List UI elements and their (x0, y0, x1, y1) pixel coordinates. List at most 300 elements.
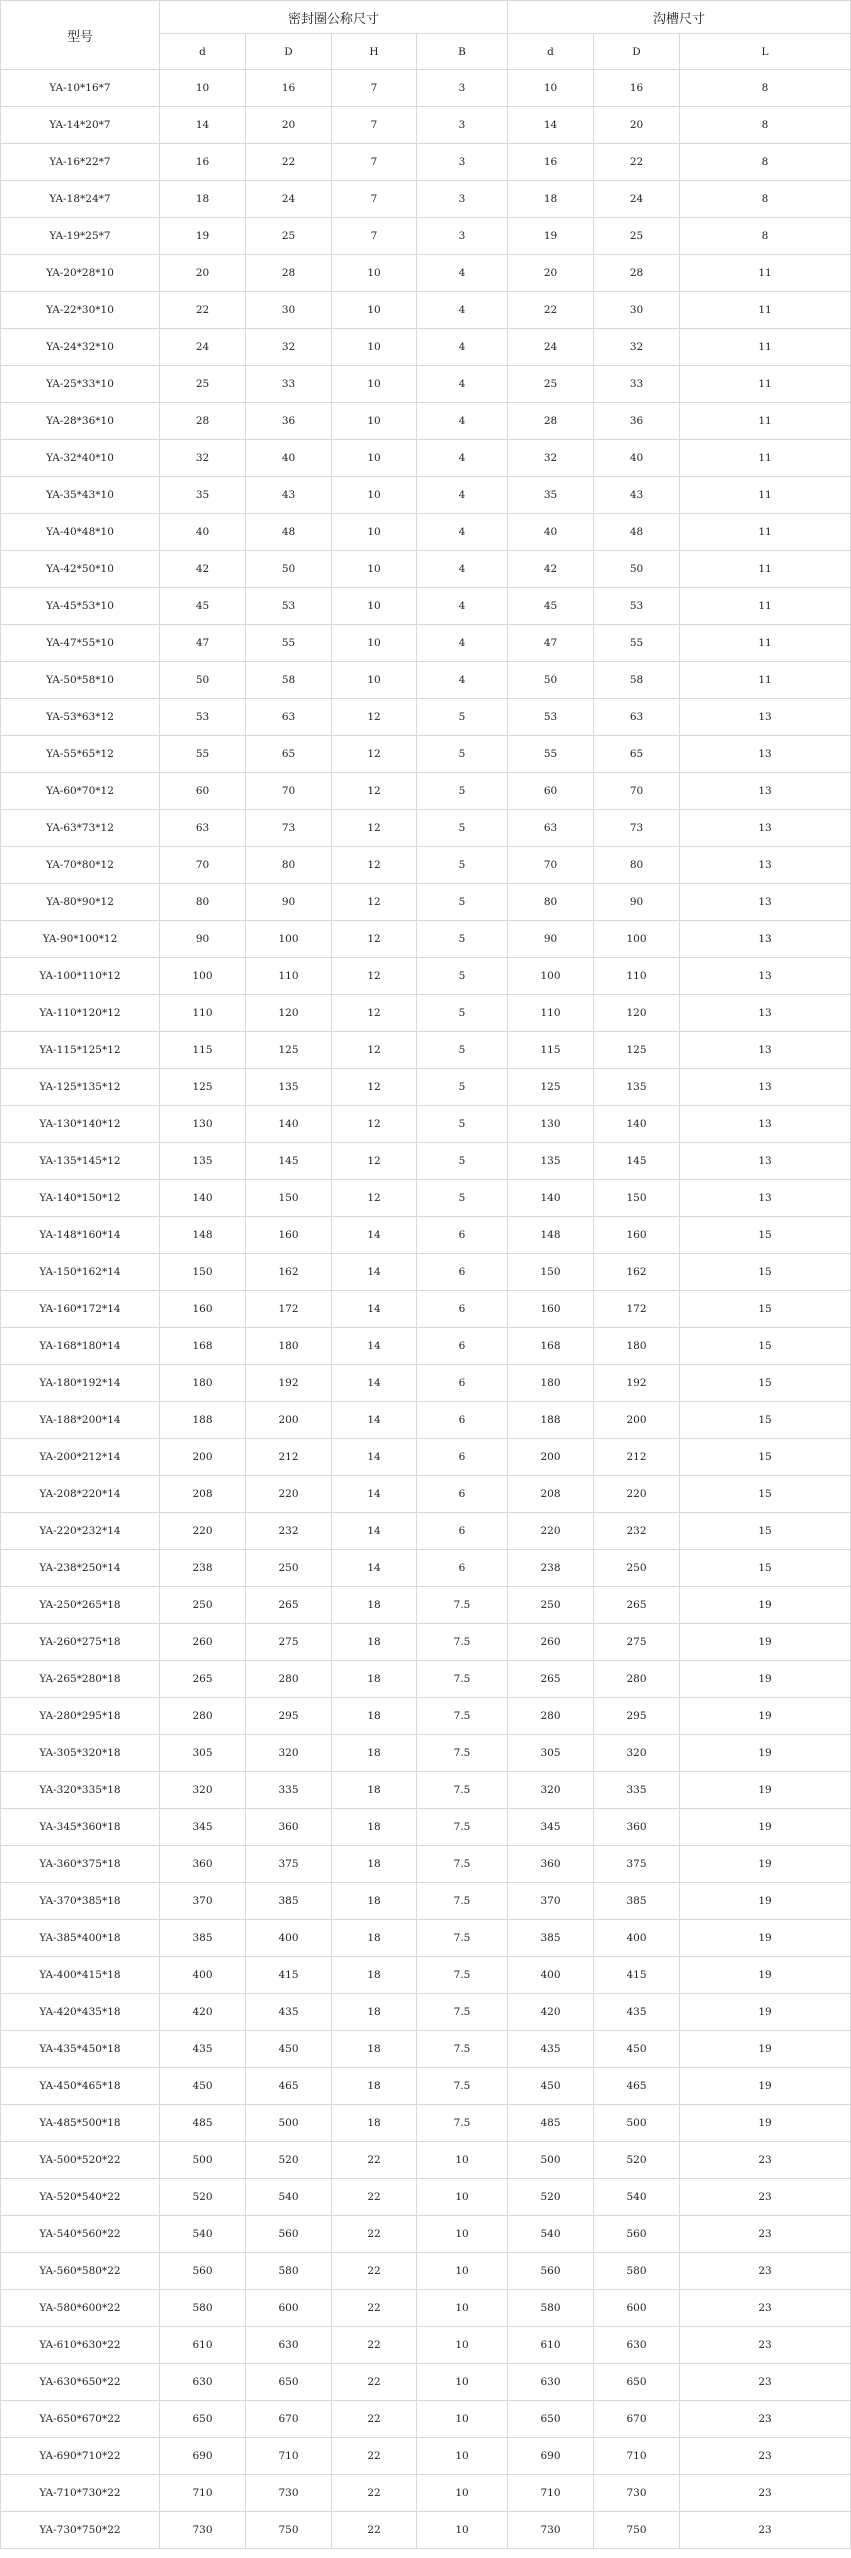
seal-width-cell: 4 (417, 440, 508, 477)
table-row (1, 699, 851, 736)
groove-inner-diameter-cell: 345 (508, 1809, 594, 1846)
seal-inner-diameter-cell: 90 (160, 921, 246, 958)
seal-inner-diameter-cell: 180 (160, 1365, 246, 1402)
seal-inner-diameter-cell: 80 (160, 884, 246, 921)
table-row (1, 1439, 851, 1476)
model-cell: YA-148*160*14 (1, 1217, 160, 1254)
seal-width-cell: 5 (417, 884, 508, 921)
seal-height-cell: 12 (332, 1069, 417, 1106)
seal-height-cell: 18 (332, 1587, 417, 1624)
table-row (1, 1957, 851, 1994)
groove-length-cell: 15 (680, 1365, 851, 1402)
seal-inner-diameter-cell: 200 (160, 1439, 246, 1476)
groove-length-cell: 19 (680, 1846, 851, 1883)
groove-length-cell: 19 (680, 1661, 851, 1698)
seal-outer-diameter-cell: 335 (246, 1772, 332, 1809)
seal-outer-diameter-cell: 162 (246, 1254, 332, 1291)
table-row (1, 366, 851, 403)
groove-outer-diameter-cell: 70 (594, 773, 680, 810)
table-row (1, 107, 851, 144)
model-cell: YA-24*32*10 (1, 329, 160, 366)
seal-height-cell: 18 (332, 1661, 417, 1698)
seal-inner-diameter-cell: 260 (160, 1624, 246, 1661)
groove-inner-diameter-cell: 305 (508, 1735, 594, 1772)
seal-width-cell: 7.5 (417, 1735, 508, 1772)
seal-width-cell: 5 (417, 1143, 508, 1180)
seal-inner-diameter-cell: 400 (160, 1957, 246, 1994)
table-row (1, 2105, 851, 2142)
model-cell: YA-10*16*7 (1, 70, 160, 107)
groove-inner-diameter-cell: 250 (508, 1587, 594, 1624)
seal-width-cell: 6 (417, 1254, 508, 1291)
groove-inner-diameter-cell: 650 (508, 2401, 594, 2438)
model-cell: YA-420*435*18 (1, 1994, 160, 2031)
seal-inner-diameter-cell: 148 (160, 1217, 246, 1254)
seal-outer-diameter-cell: 20 (246, 107, 332, 144)
seal-inner-diameter-cell: 100 (160, 958, 246, 995)
model-cell: YA-500*520*22 (1, 2142, 160, 2179)
groove-length-cell: 23 (680, 2216, 851, 2253)
groove-length-cell: 19 (680, 2031, 851, 2068)
groove-outer-diameter-cell: 250 (594, 1550, 680, 1587)
seal-outer-diameter-cell: 710 (246, 2438, 332, 2475)
seal-outer-diameter-cell: 110 (246, 958, 332, 995)
seal-inner-diameter-cell: 580 (160, 2290, 246, 2327)
seal-outer-diameter-cell: 160 (246, 1217, 332, 1254)
seal-width-cell: 7.5 (417, 1698, 508, 1735)
groove-outer-diameter-cell: 90 (594, 884, 680, 921)
seal-outer-diameter-cell: 22 (246, 144, 332, 181)
seal-height-cell: 18 (332, 1994, 417, 2031)
seal-inner-diameter-cell: 250 (160, 1587, 246, 1624)
model-cell: YA-140*150*12 (1, 1180, 160, 1217)
seal-outer-diameter-cell: 28 (246, 255, 332, 292)
seal-width-cell: 3 (417, 181, 508, 218)
table-row (1, 218, 851, 255)
groove-length-cell: 23 (680, 2364, 851, 2401)
table-row (1, 958, 851, 995)
seal-height-cell: 14 (332, 1439, 417, 1476)
groove-length-cell: 13 (680, 736, 851, 773)
groove-outer-diameter-cell: 110 (594, 958, 680, 995)
groove-outer-diameter-cell: 375 (594, 1846, 680, 1883)
seal-width-cell: 6 (417, 1217, 508, 1254)
seal-width-cell: 4 (417, 662, 508, 699)
groove-length-cell: 11 (680, 403, 851, 440)
seal-height-cell: 12 (332, 995, 417, 1032)
groove-inner-diameter-cell: 35 (508, 477, 594, 514)
groove-outer-diameter-cell: 32 (594, 329, 680, 366)
seal-height-cell: 18 (332, 1920, 417, 1957)
seal-size-group-header: 密封圈公称尺寸 (160, 1, 508, 34)
seal-width-cell: 7.5 (417, 2031, 508, 2068)
groove-outer-diameter-cell: 232 (594, 1513, 680, 1550)
seal-inner-diameter-cell: 730 (160, 2512, 246, 2549)
seal-height-cell: 22 (332, 2216, 417, 2253)
seal-inner-diameter-cell: 160 (160, 1291, 246, 1328)
groove-outer-diameter-cell: 80 (594, 847, 680, 884)
seal-height-cell: 18 (332, 2068, 417, 2105)
model-cell: YA-90*100*12 (1, 921, 160, 958)
seal-width-cell: 4 (417, 551, 508, 588)
seal-width-cell: 6 (417, 1476, 508, 1513)
table-row (1, 2031, 851, 2068)
seal-outer-diameter-cell: 70 (246, 773, 332, 810)
seal-outer-diameter-cell: 500 (246, 2105, 332, 2142)
seal-width-cell: 10 (417, 2512, 508, 2549)
seal-width-cell: 5 (417, 1032, 508, 1069)
groove-length-cell: 11 (680, 477, 851, 514)
groove-inner-diameter-cell: 730 (508, 2512, 594, 2549)
seal-outer-diameter-cell: 135 (246, 1069, 332, 1106)
model-cell: YA-100*110*12 (1, 958, 160, 995)
model-cell: YA-14*20*7 (1, 107, 160, 144)
seal-outer-diameter-cell: 180 (246, 1328, 332, 1365)
seal-height-cell: 12 (332, 1143, 417, 1180)
seal-height-cell: 14 (332, 1550, 417, 1587)
groove-outer-diameter-cell: 20 (594, 107, 680, 144)
model-cell: YA-485*500*18 (1, 2105, 160, 2142)
seal-inner-diameter-cell: 710 (160, 2475, 246, 2512)
model-cell: YA-47*55*10 (1, 625, 160, 662)
model-cell: YA-610*630*22 (1, 2327, 160, 2364)
groove-outer-diameter-cell: 63 (594, 699, 680, 736)
seal-width-cell: 10 (417, 2142, 508, 2179)
model-cell: YA-238*250*14 (1, 1550, 160, 1587)
seal-width-cell: 7.5 (417, 1994, 508, 2031)
table-row (1, 440, 851, 477)
groove-outer-diameter-cell: 295 (594, 1698, 680, 1735)
groove-outer-diameter-cell: 25 (594, 218, 680, 255)
seal-height-cell: 14 (332, 1365, 417, 1402)
table-row (1, 736, 851, 773)
groove-inner-diameter-cell: 130 (508, 1106, 594, 1143)
groove-inner-diameter-cell: 140 (508, 1180, 594, 1217)
model-cell: YA-40*48*10 (1, 514, 160, 551)
seal-width-cell: 5 (417, 847, 508, 884)
groove-outer-diameter-cell: 162 (594, 1254, 680, 1291)
seal-outer-diameter-cell: 415 (246, 1957, 332, 1994)
seal-height-cell: 14 (332, 1291, 417, 1328)
seal-inner-diameter-cell: 53 (160, 699, 246, 736)
groove-outer-diameter-cell: 100 (594, 921, 680, 958)
groove-outer-diameter-header: D (594, 34, 680, 70)
seal-inner-diameter-cell: 10 (160, 70, 246, 107)
seal-outer-diameter-cell: 55 (246, 625, 332, 662)
model-cell: YA-22*30*10 (1, 292, 160, 329)
groove-outer-diameter-cell: 36 (594, 403, 680, 440)
seal-height-cell: 10 (332, 514, 417, 551)
table-row (1, 1698, 851, 1735)
seal-height-cell: 22 (332, 2512, 417, 2549)
seal-inner-diameter-cell: 20 (160, 255, 246, 292)
groove-inner-diameter-cell: 135 (508, 1143, 594, 1180)
model-cell: YA-650*670*22 (1, 2401, 160, 2438)
seal-height-cell: 10 (332, 255, 417, 292)
seal-width-cell: 4 (417, 625, 508, 662)
seal-inner-diameter-cell: 19 (160, 218, 246, 255)
seal-outer-diameter-cell: 465 (246, 2068, 332, 2105)
groove-outer-diameter-cell: 43 (594, 477, 680, 514)
seal-outer-diameter-cell: 280 (246, 1661, 332, 1698)
seal-outer-diameter-cell: 400 (246, 1920, 332, 1957)
groove-inner-diameter-cell: 580 (508, 2290, 594, 2327)
groove-inner-diameter-cell: 450 (508, 2068, 594, 2105)
model-cell: YA-280*295*18 (1, 1698, 160, 1735)
seal-width-cell: 3 (417, 70, 508, 107)
table-row (1, 1402, 851, 1439)
model-cell: YA-53*63*12 (1, 699, 160, 736)
seal-inner-diameter-cell: 540 (160, 2216, 246, 2253)
groove-inner-diameter-cell: 40 (508, 514, 594, 551)
seal-width-cell: 7.5 (417, 2068, 508, 2105)
model-cell: YA-730*750*22 (1, 2512, 160, 2549)
seal-outer-diameter-cell: 24 (246, 181, 332, 218)
model-cell: YA-160*172*14 (1, 1291, 160, 1328)
seal-height-cell: 14 (332, 1254, 417, 1291)
groove-length-cell: 15 (680, 1513, 851, 1550)
table-row (1, 1513, 851, 1550)
groove-length-cell: 15 (680, 1439, 851, 1476)
seal-inner-diameter-cell: 450 (160, 2068, 246, 2105)
groove-length-cell: 13 (680, 1032, 851, 1069)
groove-outer-diameter-cell: 53 (594, 588, 680, 625)
table-row (1, 662, 851, 699)
seal-inner-diameter-cell: 420 (160, 1994, 246, 2031)
seal-inner-diameter-cell: 60 (160, 773, 246, 810)
seal-height-cell: 22 (332, 2253, 417, 2290)
model-cell: YA-710*730*22 (1, 2475, 160, 2512)
seal-height-cell: 10 (332, 292, 417, 329)
groove-length-cell: 23 (680, 2475, 851, 2512)
groove-outer-diameter-cell: 65 (594, 736, 680, 773)
seal-outer-diameter-cell: 36 (246, 403, 332, 440)
seal-outer-diameter-cell: 125 (246, 1032, 332, 1069)
groove-length-cell: 23 (680, 2290, 851, 2327)
model-cell: YA-60*70*12 (1, 773, 160, 810)
model-cell: YA-125*135*12 (1, 1069, 160, 1106)
seal-outer-diameter-cell: 16 (246, 70, 332, 107)
seal-width-cell: 4 (417, 477, 508, 514)
groove-outer-diameter-cell: 540 (594, 2179, 680, 2216)
table-row (1, 1772, 851, 1809)
seal-inner-diameter-cell: 32 (160, 440, 246, 477)
groove-outer-diameter-cell: 600 (594, 2290, 680, 2327)
seal-height-cell: 14 (332, 1402, 417, 1439)
groove-length-cell: 23 (680, 2253, 851, 2290)
groove-length-cell: 11 (680, 440, 851, 477)
seal-outer-diameter-cell: 192 (246, 1365, 332, 1402)
model-cell: YA-360*375*18 (1, 1846, 160, 1883)
seal-height-cell: 14 (332, 1513, 417, 1550)
model-cell: YA-250*265*18 (1, 1587, 160, 1624)
seal-height-cell: 18 (332, 1957, 417, 1994)
seal-height-cell: 12 (332, 958, 417, 995)
table-row (1, 1106, 851, 1143)
seal-height-cell: 18 (332, 1846, 417, 1883)
groove-length-cell: 23 (680, 2512, 851, 2549)
groove-inner-diameter-cell: 19 (508, 218, 594, 255)
model-cell: YA-25*33*10 (1, 366, 160, 403)
groove-inner-diameter-cell: 690 (508, 2438, 594, 2475)
groove-length-cell: 19 (680, 1698, 851, 1735)
groove-inner-diameter-cell: 435 (508, 2031, 594, 2068)
groove-inner-diameter-cell: 28 (508, 403, 594, 440)
seal-height-cell: 12 (332, 1180, 417, 1217)
seal-outer-diameter-cell: 100 (246, 921, 332, 958)
seal-height-cell: 22 (332, 2438, 417, 2475)
seal-inner-diameter-cell: 14 (160, 107, 246, 144)
seal-inner-diameter-cell: 125 (160, 1069, 246, 1106)
seal-width-cell: 7.5 (417, 1846, 508, 1883)
seal-inner-diameter-cell: 188 (160, 1402, 246, 1439)
groove-outer-diameter-cell: 560 (594, 2216, 680, 2253)
groove-outer-diameter-cell: 22 (594, 144, 680, 181)
seal-outer-diameter-cell: 435 (246, 1994, 332, 2031)
seal-height-cell: 22 (332, 2364, 417, 2401)
seal-height-cell: 7 (332, 218, 417, 255)
seal-width-cell: 7.5 (417, 1624, 508, 1661)
seal-inner-diameter-cell: 16 (160, 144, 246, 181)
groove-length-cell: 8 (680, 181, 851, 218)
seal-inner-diameter-cell: 345 (160, 1809, 246, 1846)
groove-inner-diameter-cell: 148 (508, 1217, 594, 1254)
seal-inner-diameter-cell: 63 (160, 810, 246, 847)
seal-inner-diameter-cell: 135 (160, 1143, 246, 1180)
groove-length-cell: 11 (680, 551, 851, 588)
seal-width-cell: 5 (417, 736, 508, 773)
groove-outer-diameter-cell: 135 (594, 1069, 680, 1106)
seal-height-cell: 7 (332, 107, 417, 144)
groove-length-cell: 11 (680, 625, 851, 662)
groove-outer-diameter-cell: 415 (594, 1957, 680, 1994)
seal-outer-diameter-cell: 172 (246, 1291, 332, 1328)
groove-length-cell: 13 (680, 1143, 851, 1180)
seal-outer-diameter-cell: 670 (246, 2401, 332, 2438)
seal-height-cell: 7 (332, 181, 417, 218)
seal-width-cell: 4 (417, 588, 508, 625)
groove-length-cell: 19 (680, 1809, 851, 1846)
groove-inner-diameter-cell: 55 (508, 736, 594, 773)
model-cell: YA-32*40*10 (1, 440, 160, 477)
model-cell: YA-260*275*18 (1, 1624, 160, 1661)
model-cell: YA-19*25*7 (1, 218, 160, 255)
seal-width-cell: 5 (417, 1106, 508, 1143)
seal-height-cell: 10 (332, 440, 417, 477)
seal-height-cell: 18 (332, 1809, 417, 1846)
seal-width-cell: 5 (417, 1180, 508, 1217)
seal-inner-diameter-cell: 238 (160, 1550, 246, 1587)
seal-outer-diameter-cell: 58 (246, 662, 332, 699)
seal-outer-diameter-cell: 385 (246, 1883, 332, 1920)
seal-inner-diameter-cell: 485 (160, 2105, 246, 2142)
seal-outer-diameter-cell: 220 (246, 1476, 332, 1513)
model-cell: YA-450*465*18 (1, 2068, 160, 2105)
seal-width-cell: 5 (417, 921, 508, 958)
groove-outer-diameter-cell: 500 (594, 2105, 680, 2142)
seal-width-cell: 5 (417, 958, 508, 995)
groove-inner-diameter-cell: 320 (508, 1772, 594, 1809)
seal-width-cell: 7.5 (417, 1883, 508, 1920)
groove-outer-diameter-cell: 160 (594, 1217, 680, 1254)
table-row (1, 329, 851, 366)
groove-inner-diameter-cell: 260 (508, 1624, 594, 1661)
seal-height-header: H (332, 34, 417, 70)
table-row (1, 1365, 851, 1402)
groove-outer-diameter-cell: 33 (594, 366, 680, 403)
seal-height-cell: 7 (332, 70, 417, 107)
groove-inner-diameter-cell: 560 (508, 2253, 594, 2290)
groove-outer-diameter-cell: 120 (594, 995, 680, 1032)
groove-outer-diameter-cell: 750 (594, 2512, 680, 2549)
seal-height-cell: 10 (332, 588, 417, 625)
seal-inner-diameter-cell: 320 (160, 1772, 246, 1809)
seal-inner-diameter-cell: 150 (160, 1254, 246, 1291)
seal-width-cell: 7.5 (417, 1661, 508, 1698)
seal-height-cell: 18 (332, 1883, 417, 1920)
seal-height-cell: 22 (332, 2401, 417, 2438)
seal-width-cell: 10 (417, 2253, 508, 2290)
groove-inner-diameter-cell: 280 (508, 1698, 594, 1735)
table-row (1, 2475, 851, 2512)
table-row (1, 921, 851, 958)
seal-inner-diameter-cell: 265 (160, 1661, 246, 1698)
model-cell: YA-70*80*12 (1, 847, 160, 884)
seal-height-cell: 18 (332, 1735, 417, 1772)
groove-inner-diameter-cell: 115 (508, 1032, 594, 1069)
groove-length-cell: 13 (680, 958, 851, 995)
groove-outer-diameter-cell: 24 (594, 181, 680, 218)
table-row (1, 1291, 851, 1328)
seal-inner-diameter-cell: 168 (160, 1328, 246, 1365)
groove-length-cell: 19 (680, 1883, 851, 1920)
model-cell: YA-208*220*14 (1, 1476, 160, 1513)
table-row (1, 1994, 851, 2031)
groove-outer-diameter-cell: 140 (594, 1106, 680, 1143)
groove-length-cell: 8 (680, 107, 851, 144)
seal-width-cell: 6 (417, 1291, 508, 1328)
seal-width-cell: 7.5 (417, 1587, 508, 1624)
groove-inner-diameter-cell: 25 (508, 366, 594, 403)
seal-outer-diameter-cell: 250 (246, 1550, 332, 1587)
model-cell: YA-50*58*10 (1, 662, 160, 699)
seal-outer-diameter-cell: 212 (246, 1439, 332, 1476)
seal-height-cell: 12 (332, 736, 417, 773)
groove-inner-diameter-cell: 10 (508, 70, 594, 107)
groove-length-cell: 19 (680, 1957, 851, 1994)
seal-height-cell: 18 (332, 1698, 417, 1735)
seal-inner-diameter-cell: 690 (160, 2438, 246, 2475)
table-header (1, 1, 851, 70)
seal-inner-diameter-cell: 25 (160, 366, 246, 403)
groove-outer-diameter-cell: 710 (594, 2438, 680, 2475)
groove-length-cell: 13 (680, 773, 851, 810)
model-cell: YA-130*140*12 (1, 1106, 160, 1143)
seal-width-cell: 5 (417, 810, 508, 847)
model-cell: YA-320*335*18 (1, 1772, 160, 1809)
groove-inner-diameter-cell: 80 (508, 884, 594, 921)
table-row (1, 1809, 851, 1846)
groove-outer-diameter-cell: 212 (594, 1439, 680, 1476)
seal-outer-diameter-cell: 750 (246, 2512, 332, 2549)
groove-length-cell: 11 (680, 329, 851, 366)
seal-width-cell: 5 (417, 699, 508, 736)
seal-outer-diameter-cell: 600 (246, 2290, 332, 2327)
seal-height-cell: 12 (332, 921, 417, 958)
model-cell: YA-435*450*18 (1, 2031, 160, 2068)
seal-outer-diameter-cell: 145 (246, 1143, 332, 1180)
groove-length-cell: 13 (680, 1106, 851, 1143)
